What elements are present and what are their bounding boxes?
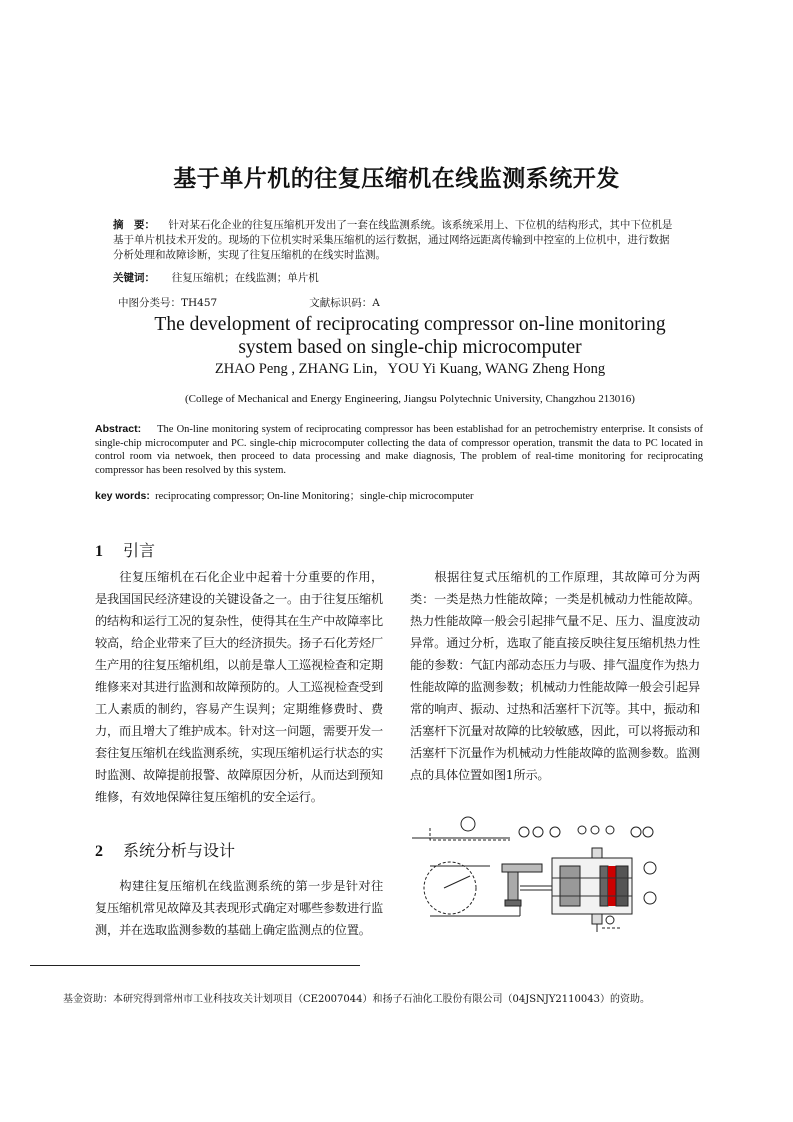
keywords-cn-label: 关键词： — [113, 272, 155, 284]
figure-monitoring-points — [410, 808, 710, 938]
section1-title: 引言 — [123, 541, 156, 560]
abstract-cn — [113, 218, 679, 263]
affiliation-en: (College of Mechanical and Energy Engineering, Jiangsu Polytechnic University, Changzhou 213016) — [185, 393, 635, 405]
document-code: 文献标识码：A — [309, 297, 380, 309]
keywords-en-text: reciprocating compressor; On-line Monitoring；single-chip microcomputer — [155, 491, 474, 502]
section1-number: 1 — [95, 543, 103, 560]
section2-number: 2 — [95, 843, 103, 860]
abstract-en-text: The On-line monitoring system of reciprocating compressor has been establishad for an petrochemistry enterprise. It consists of single-chip microcomputer and PC. single-chip microcomputer collecting the data of compressor operation, transmit the data to PC located in control room via netwoek, then proceed to data processing and make diagnosis, The problem of real-time monitoring for reciprocating compressor has been resolved by this system. — [95, 424, 704, 476]
section1-paragraph: 往复压缩机在石化企业中起着十分重要的作用，是我国国民经济建设的关键设备之一。由于往复压缩机的结构和运行工况的复杂性，使得其在生产中故障率比较高，给企业带来了巨大的经济损失。扬子石化芳烃厂生产用的往复压缩机组，以前是靠人工巡视检查和定期维修来对其进行监测和故障预防的。人工巡视检查受到工人素质的制约，容易产生误判；定期维修费时、费力，而且增大了维护成本。针对这一问题，需要开发一套往复压缩机在线监测系统，实现压缩机运行状态的实时监测、故障提前报警、故障原因分析，从而达到预知维修，有效地保障往复压缩机的安全运行。 — [95, 570, 383, 804]
section1-heading — [95, 538, 383, 561]
title-cn: 基于单片机的往复压缩机在线监测系统开发 — [173, 166, 620, 192]
footnote-divider — [30, 965, 360, 966]
title-en-line1: The development of reciprocating compressor on-line monitoring — [154, 314, 666, 335]
abstract-en — [95, 423, 703, 477]
section2-heading — [95, 838, 383, 861]
keywords-en — [95, 488, 474, 503]
keywords-cn — [113, 271, 319, 286]
title-en-line2: system based on single-chip microcomputer — [238, 337, 582, 358]
section2-paragraph: 构建往复压缩机在线监测系统的第一步是针对往复压缩机常见故障及其表现形式确定对哪些参数进行监测，并在选取监测参数的基础上确定监测点的位置。 — [95, 879, 383, 937]
title-en — [130, 313, 690, 359]
authors-en: ZHAO Peng , ZHANG Lin，YOU Yi Kuang, WANG Zheng Hong — [214, 361, 606, 377]
abstract-cn-label: 摘 要： — [113, 219, 155, 231]
sensor-circle-1 — [461, 817, 475, 831]
footnote-funding: 基金资助：本研究得到常州市工业科技攻关计划项目（CE2007044）和扬子石油化工股份有限公司（04JSNJY2110043）的资助。 — [63, 994, 650, 1005]
abstract-en-label: Abstract: — [95, 423, 142, 435]
right-column-paragraph: 根据往复式压缩机的工作原理，其故障可分为两类：一类是热力性能故障；一类是机械动力性能故障。热力性能故障一般会引起排气量不足、压力、温度波动异常。通过分析，选取了能直接反映往复压缩机热力性能的参数：气缸内部动态压力与吸、排气温度作为热力性能故障的监测参数；机械动力性能故障一般会引起异常的响声、振动、过热和活塞杆下沉等。其中，振动和活塞杆下沉量对故障的比较敏感，因此，可以将振动和活塞杆下沉量作为机械动力性能故障的监测参数。监测点的具体位置如图1所示。 — [410, 570, 700, 782]
clc-number: 中图分类号：TH457 — [118, 297, 218, 309]
classification-line — [118, 296, 380, 311]
abstract-cn-text: 针对某石化企业的往复压缩机开发出了一套在线监测系统。该系统采用上、下位机的结构形式，其中下位机是基于单片机技术开发的。现场的下位机实时采集压缩机的运行数据，通过网络远距离传输到中控室的上位机中，进行数据分析处理和故障诊断，实现了往复压缩机的在线实时监测。 — [113, 219, 673, 261]
keywords-cn-text: 往复压缩机；在线监测；单片机 — [171, 272, 319, 284]
section2-title: 系统分析与设计 — [123, 841, 236, 860]
keywords-en-label: key words: — [95, 490, 150, 502]
